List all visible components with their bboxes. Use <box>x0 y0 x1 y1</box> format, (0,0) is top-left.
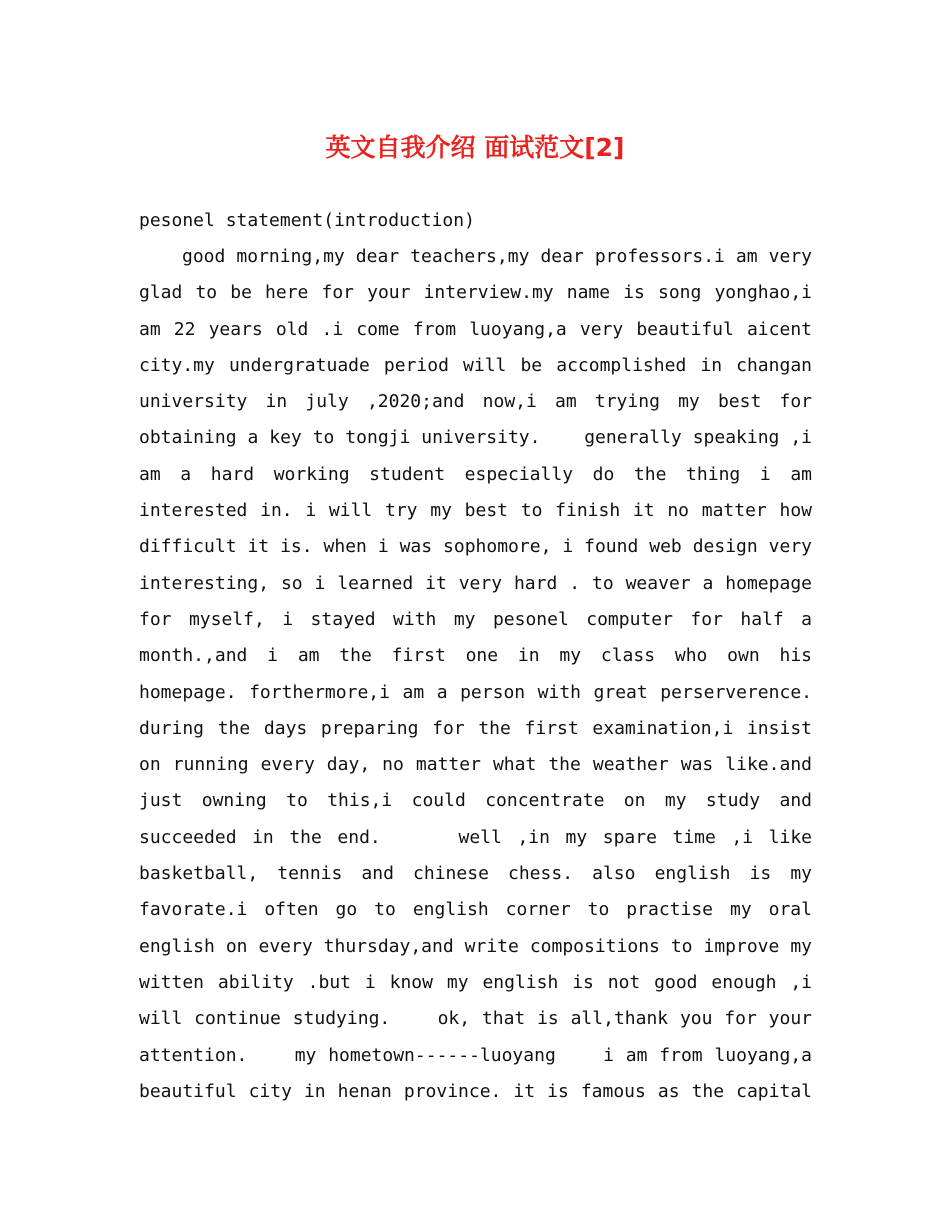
text-line: university in july ,2020;and now,i am trying my best for <box>139 391 812 413</box>
body-paragraph <box>139 242 812 1113</box>
text-line: for myself, i stayed with my pesonel computer for half a <box>139 608 812 630</box>
text-line: obtaining a key to tongji university. generally speaking ,i <box>139 427 812 449</box>
text-line: witten ability .but i know my english is not good enough ,i <box>139 971 812 993</box>
text-line: am a hard working student especially do the thing i am <box>139 463 812 485</box>
text-line: just owning to this,i could concentrate on my study and <box>139 790 812 812</box>
text-line: beautiful city in henan province. it is famous as the capital <box>139 1080 812 1102</box>
section-heading: pesonel statement(introduction) <box>139 210 475 231</box>
text-line: english on every thursday,and write compositions to improve my <box>139 935 812 957</box>
text-line: difficult it is. when i was sophomore, i found web design very <box>139 536 812 558</box>
text-line: month.,and i am the first one in my class who own his <box>139 645 812 667</box>
text-line: during the days preparing for the first examination,i insist <box>139 717 812 739</box>
text-line: basketball, tennis and chinese chess. also english is my <box>139 863 812 885</box>
text-line: city.my undergratuade period will be accomplished in changan <box>139 354 812 376</box>
document-title: 英文自我介绍 面试范文[2] <box>325 133 625 162</box>
text-line: glad to be here for your interview.my name is song yonghao,i <box>139 282 812 304</box>
text-line: good morning,my dear teachers,my dear professors.i am very <box>182 246 812 267</box>
text-line: on running every day, no matter what the weather was like.and <box>139 754 812 776</box>
text-line: interested in. i will try my best to finish it no matter how <box>139 500 812 522</box>
text-line: favorate.i often go to english corner to practise my oral <box>139 899 812 921</box>
text-line: attention. my hometown------luoyang i am from luoyang,a <box>139 1044 812 1066</box>
text-line: homepage. forthermore,i am a person with great perserverence. <box>139 681 812 703</box>
text-line: am 22 years old .i come from luoyang,a very beautiful aicent <box>139 318 812 340</box>
text-line: succeeded in the end. well ,in my spare time ,i like <box>139 826 812 848</box>
text-line: interesting, so i learned it very hard . to weaver a homepage <box>139 572 812 594</box>
text-line: will continue studying. ok, that is all,thank you for your <box>139 1008 812 1030</box>
